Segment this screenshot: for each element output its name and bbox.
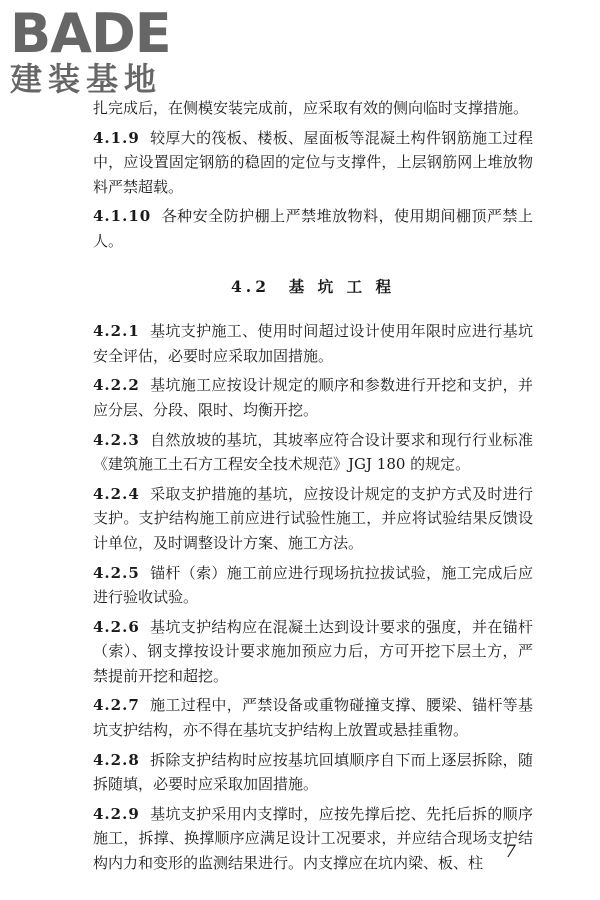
clause-text: 拆除支护结构时应按基坑回填顺序自下而上逐层拆除，随拆随填，必要时应采取加固措施。 <box>93 750 533 794</box>
clause <box>93 693 533 742</box>
logo-chinese: 建装基地 <box>10 60 163 98</box>
clause-text: 基坑支护采用内支撑时，应按先撑后挖、先托后拆的顺序施工，拆撑、换撑顺序应满足设计工况要求，并应结合现场支护结构内力和变形的监测结果进行。内支撑应在坑内梁、板、柱 <box>93 804 533 873</box>
clause <box>93 126 533 200</box>
clause-text: 施工过程中，严禁设备或重物碰撞支撑、腰梁、锚杆等基坑支护结构，亦不得在基坑支护结构上放置或悬挂重物。 <box>93 696 533 740</box>
clause <box>93 482 533 556</box>
clause <box>93 561 533 610</box>
clause <box>93 204 533 253</box>
logo-brand: BADE <box>10 2 171 65</box>
clause-text: 基坑支护结构应在混凝土达到设计要求的强度，并在锚杆（索）、钢支撑按设计要求施加预应力后，方可开挖下层土方，严禁提前开挖和超挖。 <box>93 617 533 685</box>
clause <box>93 428 533 477</box>
clause-number: 4.2.7 <box>93 696 140 715</box>
clause-text: 锚杆（索）施工前应进行现场抗拉拔试验，施工完成后应进行验收试验。 <box>93 563 533 607</box>
section-heading <box>93 275 533 300</box>
clause <box>93 319 533 368</box>
clause <box>93 373 533 422</box>
clause-number: 4.1.10 <box>93 207 152 226</box>
clause-number: 4.1.9 <box>93 128 140 147</box>
document-body <box>93 96 533 881</box>
section-title: 基 坑 工 程 <box>288 276 395 296</box>
clause <box>93 748 533 797</box>
continuation-text: 扎完成后，在侧模安装完成前，应采取有效的侧向临时支撑措施。 <box>93 99 529 117</box>
clause <box>93 615 533 689</box>
clause-number: 4.2.8 <box>93 750 140 769</box>
clause-number: 4.2.1 <box>93 322 140 341</box>
section-number: 4.2 <box>231 276 270 296</box>
page-number: 7 <box>505 842 516 862</box>
clause-text: 基坑支护施工、使用时间超过设计使用年限时应进行基坑安全评估，必要时应采取加固措施。 <box>93 322 533 365</box>
clause-number: 4.2.5 <box>93 563 140 582</box>
clause-text: 自然放坡的基坑，其坡率应符合设计要求和现行行业标准《建筑施工土石方工程安全技术规范》JGJ 180 的规定。 <box>93 430 533 474</box>
clause-number: 4.2.6 <box>93 617 140 636</box>
clause-text: 各种安全防护棚上严禁堆放物料，使用期间棚顶严禁上人。 <box>93 207 533 250</box>
clause-number: 4.2.3 <box>93 430 140 449</box>
clause-number: 4.2.2 <box>93 376 140 395</box>
clause-text: 采取支护措施的基坑，应按设计规定的支护方式及时进行支护。支护结构施工前应进行试验性施工，并应将试验结果反馈设计单位，及时调整设计方案、施工方法。 <box>93 484 533 552</box>
clause-number: 4.2.9 <box>93 804 140 823</box>
clause-text: 较厚大的筏板、楼板、屋面板等混凝土构件钢筋施工过程中，应设置固定钢筋的稳固的定位与支撑件，上层钢筋网上堆放物料严禁超载。 <box>93 128 533 196</box>
clause <box>93 802 533 876</box>
clause-number: 4.2.4 <box>93 484 140 503</box>
logo <box>10 2 180 98</box>
clause-text: 基坑施工应按设计规定的顺序和参数进行开挖和支护，并应分层、分段、限时、均衡开挖。 <box>93 376 533 419</box>
